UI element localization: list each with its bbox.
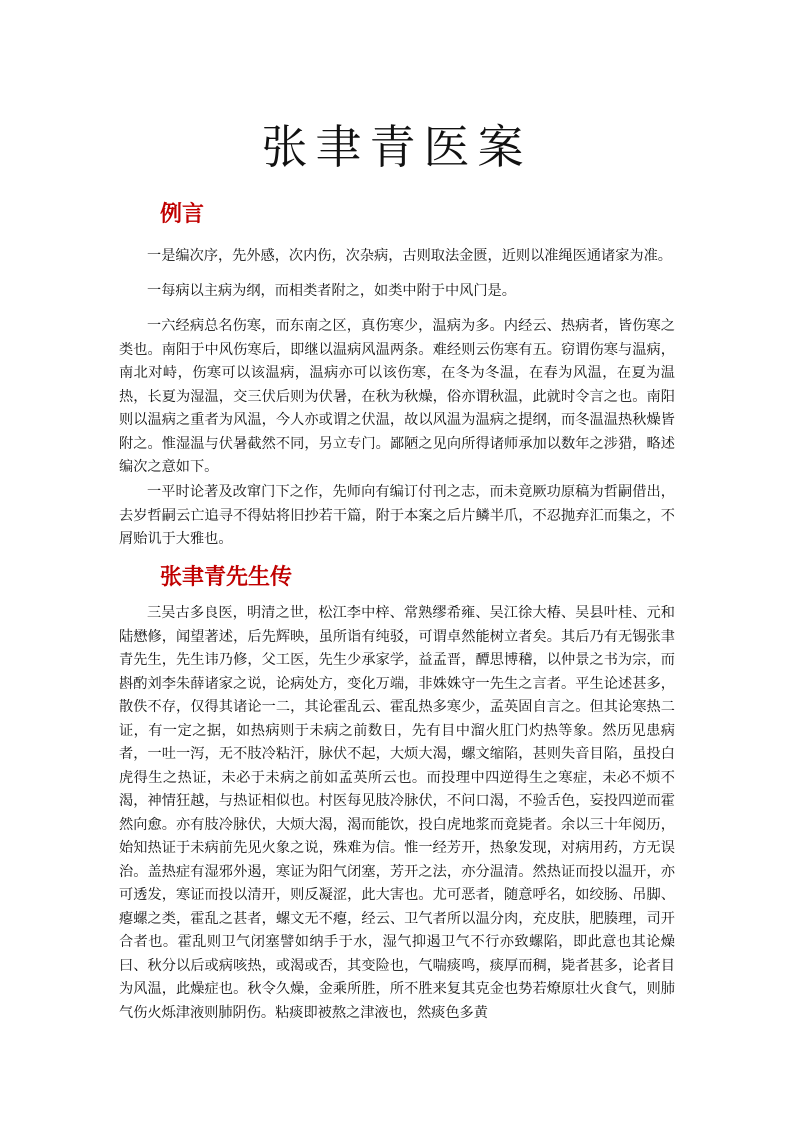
paragraph: 一每病以主病为纲，而相类者附之，如类中附于中风门是。 <box>147 283 516 299</box>
section-heading-biography: 张聿青先生传 <box>160 565 293 590</box>
paragraph: 一是编次序，先外感，次内伤，次杂病，古则取法金匮，近则以准绳医通诸家为准。 <box>147 248 672 264</box>
paragraph: 一六经病总名伤寒，而东南之区，真伤寒少，温病为多。内经云、热病者，皆伤寒之类也。南阳于中风伤寒后，即继以温病风温两条。难经则云伤寒有五。窃谓伤寒与温病，南北对峙，伤寒可以该温病，温病亦可以该伤寒，在冬为冬温，在春为风温，在夏为温热，长夏为湿温，交三伏后则为伏暑，在秋为秋燥，俗亦谓秋温，此就时令言之也。南阳则以温病之重者为风温，今人亦或谓之伏温，故以风温为温病之提纲，而冬温温热秋燥皆附之。惟湿温与伏暑截然不同，另立专门。鄙陋之见向所得诸师承加以数年之涉猎，略述编次之意如下。 <box>119 318 675 475</box>
paragraph: 一平时论著及改窜门下之作，先师向有编订付刊之志，而未竟厥功原稿为哲嗣借出，去岁哲嗣云亡追寻不得姑将旧抄若干篇，附于本案之后片鳞半爪，不忍抛弃汇而集之，不屑贻讥于大雅也。 <box>119 484 675 547</box>
paragraph: 三吴古多良医，明清之世，松江李中梓、常熟缪希雍、吴江徐大椿、吴县叶桂、元和陆懋修，闻望著述，后先辉映，虽所诣有纯驳，可谓卓然能树立者矣。其后乃有无锡张聿青先生，先生讳乃修，父工医，先生少承家学，益孟晋，醰思博稽，以仲景之书为宗，而斟酌刘李朱薛诸家之说，论病处方，变化万端，非姝姝守一先生之言者。平生论述甚多，散佚不存，仅得其诸论一二，其论霍乱云、霍乱热多寒少，孟英固自言之。但其论寒热二证，有一定之据，如热病则于未病之前数日，先有目中溜火肛门灼热等象。然历见患病者，一吐一泻，无不肢冷粘汗，脉伏不起，大烦大渴，螺文缩陷，甚则失音目陷，虽投白虎得生之热证，未必于未病之前如孟英所云也。而投理中四逆得生之寒症，未必不烦不渴，神情狂越，与热证相似也。村医每见肢冷脉伏，不问口渴，不验舌色，妄投四逆而霍然向愈。亦有肢冷脉伏，大烦大渴，渴而能饮，投白虎地浆而竟毙者。余以三十年阅历，始知热证于未病前先见火象之说，殊难为信。惟一经芳开，热象发现，对病用药，方无误治。盖热症有湿邪外遏，寒证为阳气闭塞，芳开之法，亦分温清。然热证而投以温开，亦可透发，寒证而投以清开，则反凝涩，此大害也。尤可恶者，随意呼名，如绞肠、吊脚、瘪螺之类，霍乱之甚者，螺文无不瘪，经云、卫气者所以温分肉，充皮肤，肥腠理，司开合者也。霍乱则卫气闭塞譬如纳手于水，湿气抑遏卫气不行亦致螺陷，即此意也其论燥曰、秋分以后或病咳热，或渴或否，其变险也，气喘痰鸣，痰厚而稠，毙者甚多，论者目为风温，此燥症也。秋令久燥，金乘所胜，所不胜来复其克金也势若燎原壮火食气，则肺气伤火烁津液则肺阴伤。粘痰即被熬之津液也，然痰色多黄 <box>119 605 675 1021</box>
section-heading-liyan: 例言 <box>160 202 205 227</box>
document-title: 张聿青医案 <box>261 120 532 174</box>
